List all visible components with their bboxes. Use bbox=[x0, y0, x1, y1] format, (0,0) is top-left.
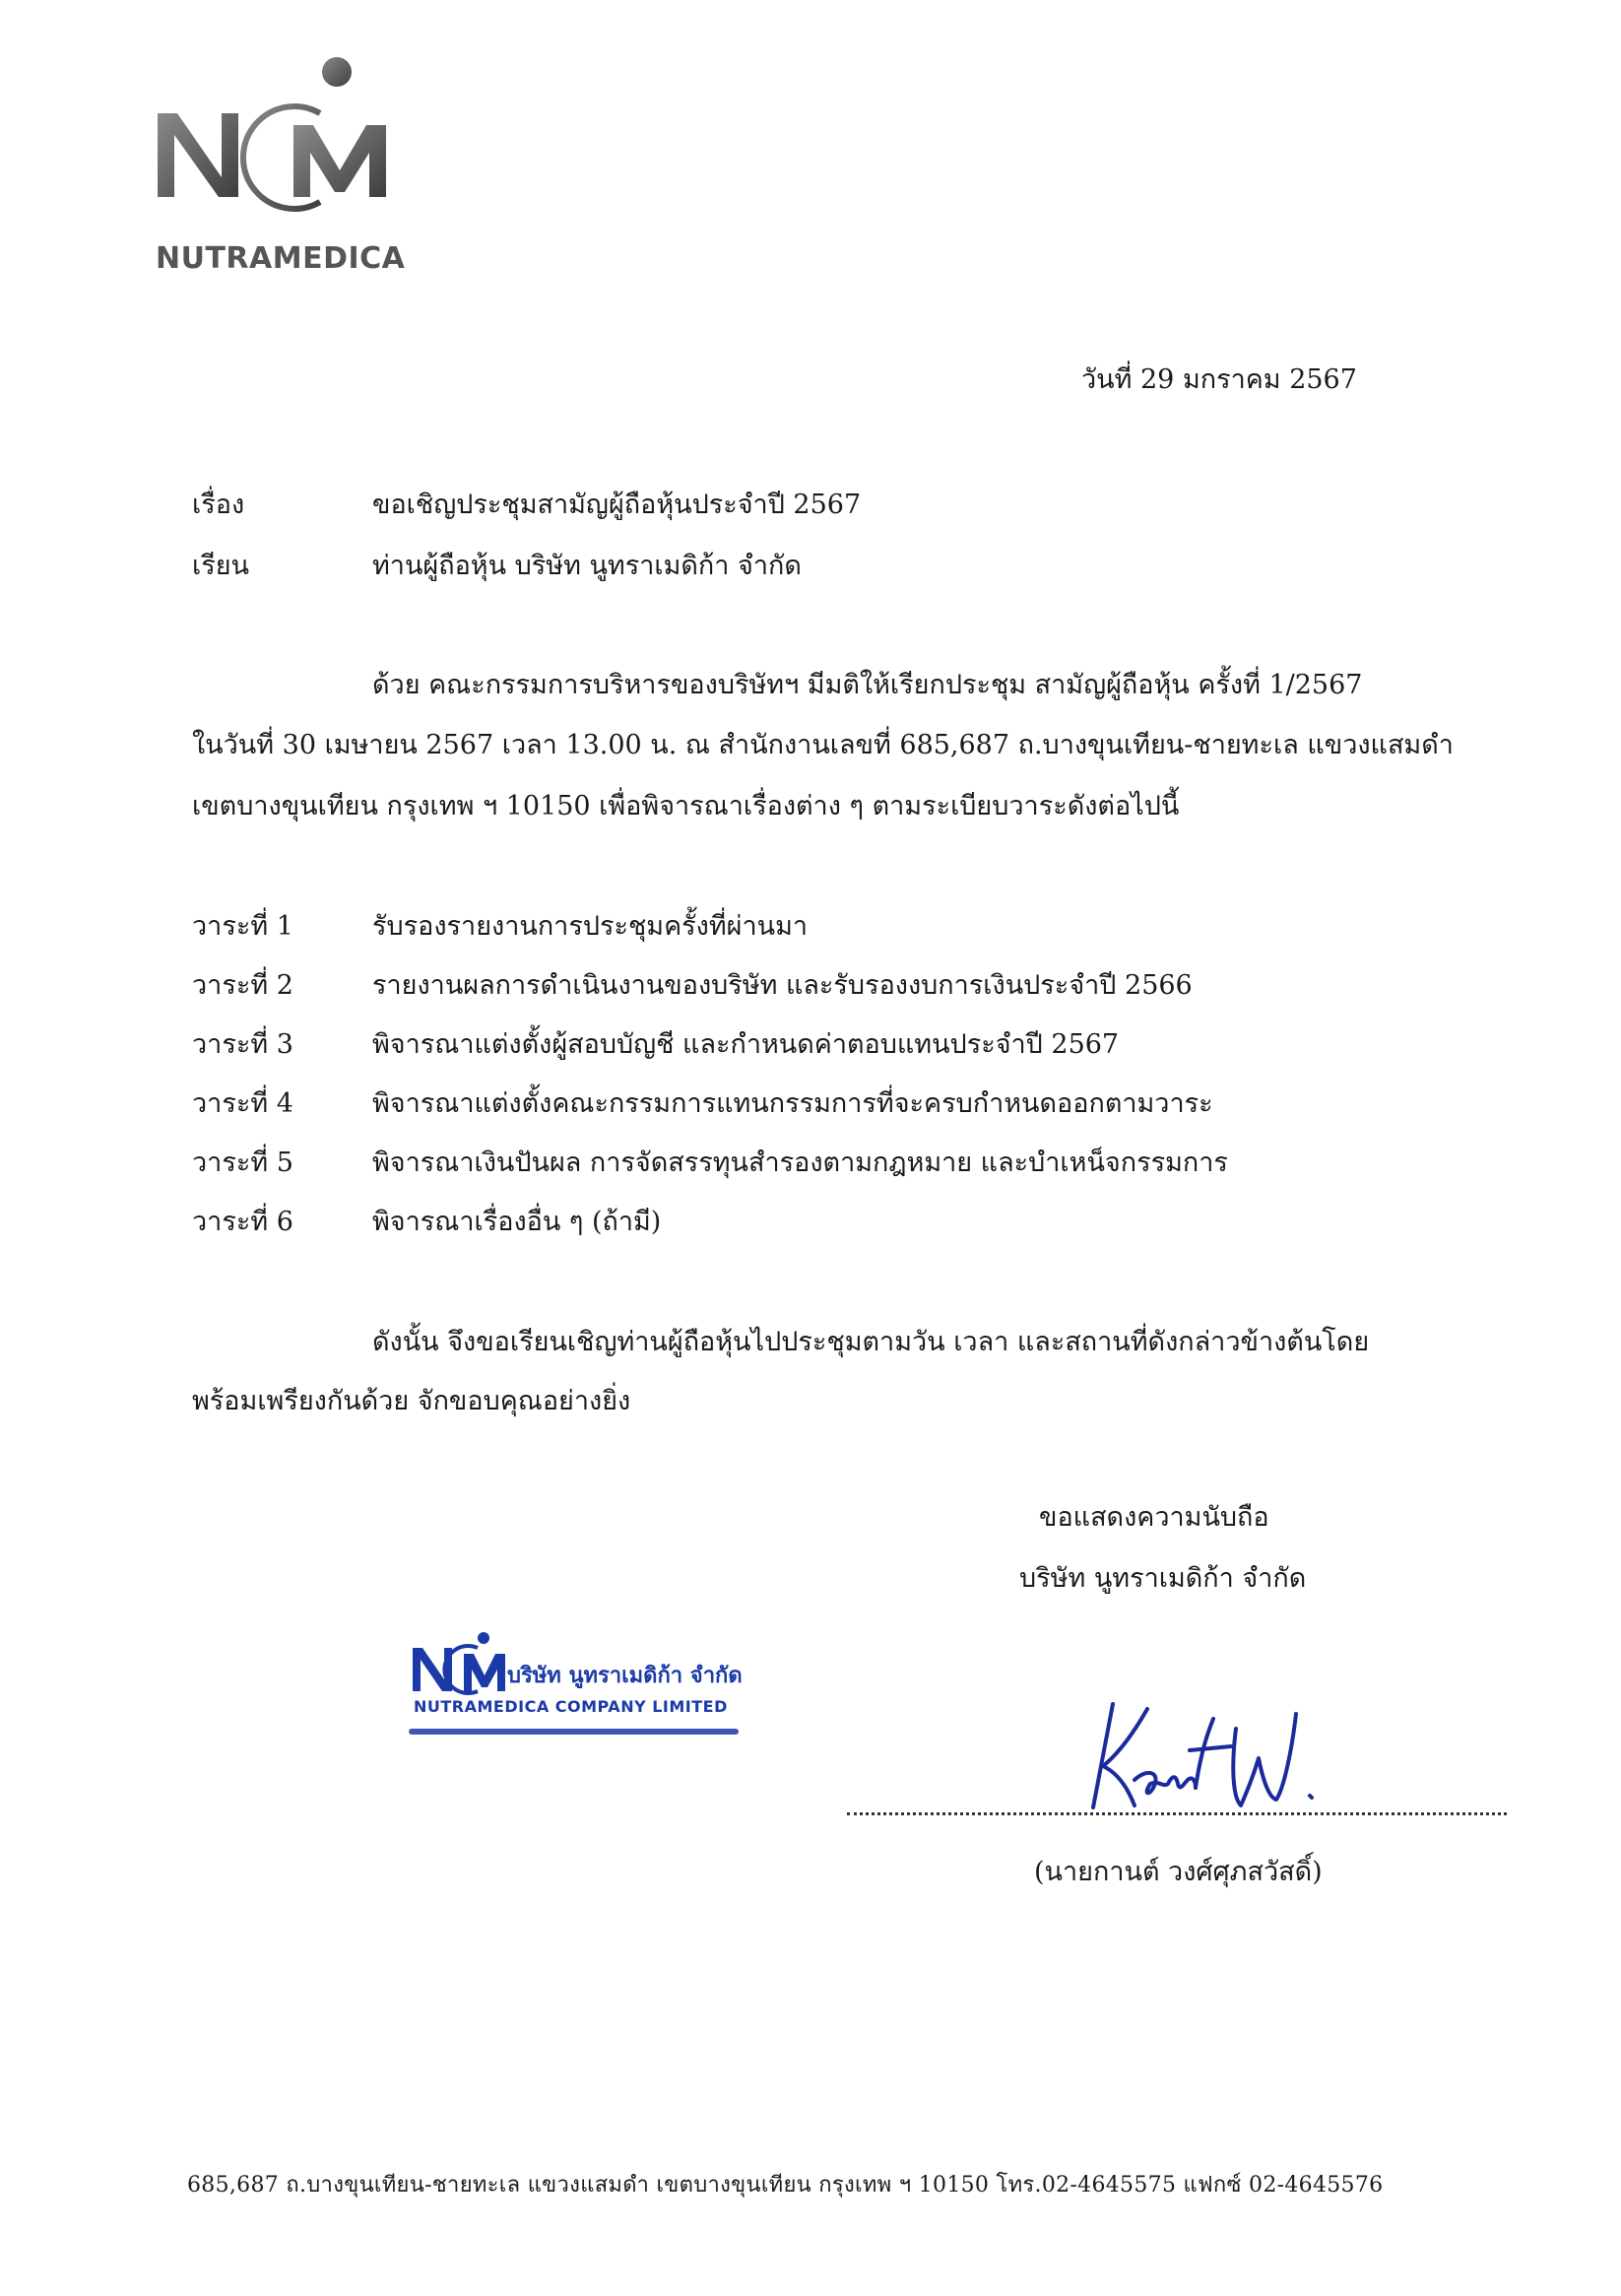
logo-wordmark: NUTRAMEDICA bbox=[156, 241, 406, 276]
body-line-2: ในวันที่ 30 เมษายน 2567 เวลา 13.00 น. ณ สำนักงานเลขที่ 685,687 ถ.บางขุนเทียน-ชายทะเล แขวงแสมดำ bbox=[192, 730, 1454, 760]
recipient-value: ท่านผู้ถือหุ้น บริษัท นูทราเมดิก้า จำกัด bbox=[372, 551, 802, 581]
signature-line bbox=[847, 1812, 1507, 1815]
agenda-number: วาระที่ 6 bbox=[192, 1207, 293, 1237]
closing-company: บริษัท นูทราเมดิก้า จำกัด bbox=[1019, 1563, 1307, 1594]
body-line-3: เขตบางขุนเทียน กรุงเทพ ฯ 10150 เพื่อพิจารณาเรื่องต่าง ๆ ตามระเบียบวาระดังต่อไปนี้ bbox=[192, 791, 1180, 821]
agenda-item bbox=[192, 1200, 1325, 1239]
agenda-item bbox=[192, 963, 1325, 1003]
recipient-label: เรียน bbox=[192, 551, 250, 581]
agenda-item bbox=[192, 1082, 1325, 1121]
handwritten-signature bbox=[1073, 1689, 1329, 1817]
subject-label: เรื่อง bbox=[192, 490, 245, 520]
subject-value: ขอเชิญประชุมสามัญผู้ถือหุ้นประจำปี 2567 bbox=[372, 490, 862, 520]
stamp-logo-mark bbox=[409, 1630, 507, 1699]
agenda-number: วาระที่ 2 bbox=[192, 970, 293, 1001]
agenda-text: พิจารณาเงินปันผล การจัดสรรทุนสำรองตามกฎหมาย และบำเหน็จกรรมการ bbox=[372, 1148, 1228, 1178]
conclusion-line-2: พร้อมเพรียงกันด้วย จักขอบคุณอย่างยิ่ง bbox=[192, 1386, 631, 1416]
conclusion-line-1: ดังนั้น จึงขอเรียนเชิญท่านผู้ถือหุ้นไปประชุมตามวัน เวลา และสถานที่ดังกล่าวข้างต้นโดย bbox=[372, 1327, 1370, 1357]
agenda-item bbox=[192, 904, 1325, 944]
signer-name: (นายกานต์ วงศ์ศุภสวัสดิ์) bbox=[1034, 1857, 1323, 1887]
agenda-text: รับรองรายงานการประชุมครั้งที่ผ่านมา bbox=[372, 911, 809, 942]
stamp-company-name-english: NUTRAMEDICA COMPANY LIMITED bbox=[414, 1697, 728, 1716]
agenda-item bbox=[192, 1022, 1325, 1062]
agenda-number: วาระที่ 1 bbox=[192, 911, 293, 942]
agenda-number: วาระที่ 5 bbox=[192, 1148, 293, 1178]
footer-address: 685,687 ถ.บางขุนเทียน-ชายทะเล แขวงแสมดำ เขตบางขุนเทียน กรุงเทพ ฯ 10150 โทร.02-4645575 แฟกซ์ 02-4645576 bbox=[187, 2173, 1384, 2198]
stamp-company-name-thai: บริษัท นูทราเมดิก้า จำกัด bbox=[507, 1664, 743, 1688]
stamp-underline bbox=[409, 1729, 739, 1735]
company-stamp bbox=[409, 1630, 763, 1748]
closing-regards: ขอแสดงความนับถือ bbox=[1039, 1502, 1269, 1533]
agenda-number: วาระที่ 4 bbox=[192, 1088, 293, 1119]
letter-date: วันที่ 29 มกราคม 2567 bbox=[1081, 364, 1357, 395]
company-logo bbox=[148, 54, 423, 291]
agenda-item bbox=[192, 1141, 1325, 1180]
body-line-1: ด้วย คณะกรรมการบริหารของบริษัทฯ มีมติให้เรียกประชุม สามัญผู้ถือหุ้น ครั้งที่ 1/2567 bbox=[372, 670, 1363, 700]
agenda-text: พิจารณาเรื่องอื่น ๆ (ถ้ามี) bbox=[372, 1207, 662, 1237]
agenda-text: พิจารณาแต่งตั้งคณะกรรมการแทนกรรมการที่จะครบกำหนดออกตามวาระ bbox=[372, 1088, 1213, 1119]
agenda-text: รายงานผลการดำเนินงานของบริษัท และรับรองงบการเงินประจำปี 2566 bbox=[372, 970, 1193, 1001]
ncm-logo-mark bbox=[148, 54, 423, 241]
agenda-number: วาระที่ 3 bbox=[192, 1029, 293, 1060]
agenda-text: พิจารณาแต่งตั้งผู้สอบบัญชี และกำหนดค่าตอบแทนประจำปี 2567 bbox=[372, 1029, 1120, 1060]
